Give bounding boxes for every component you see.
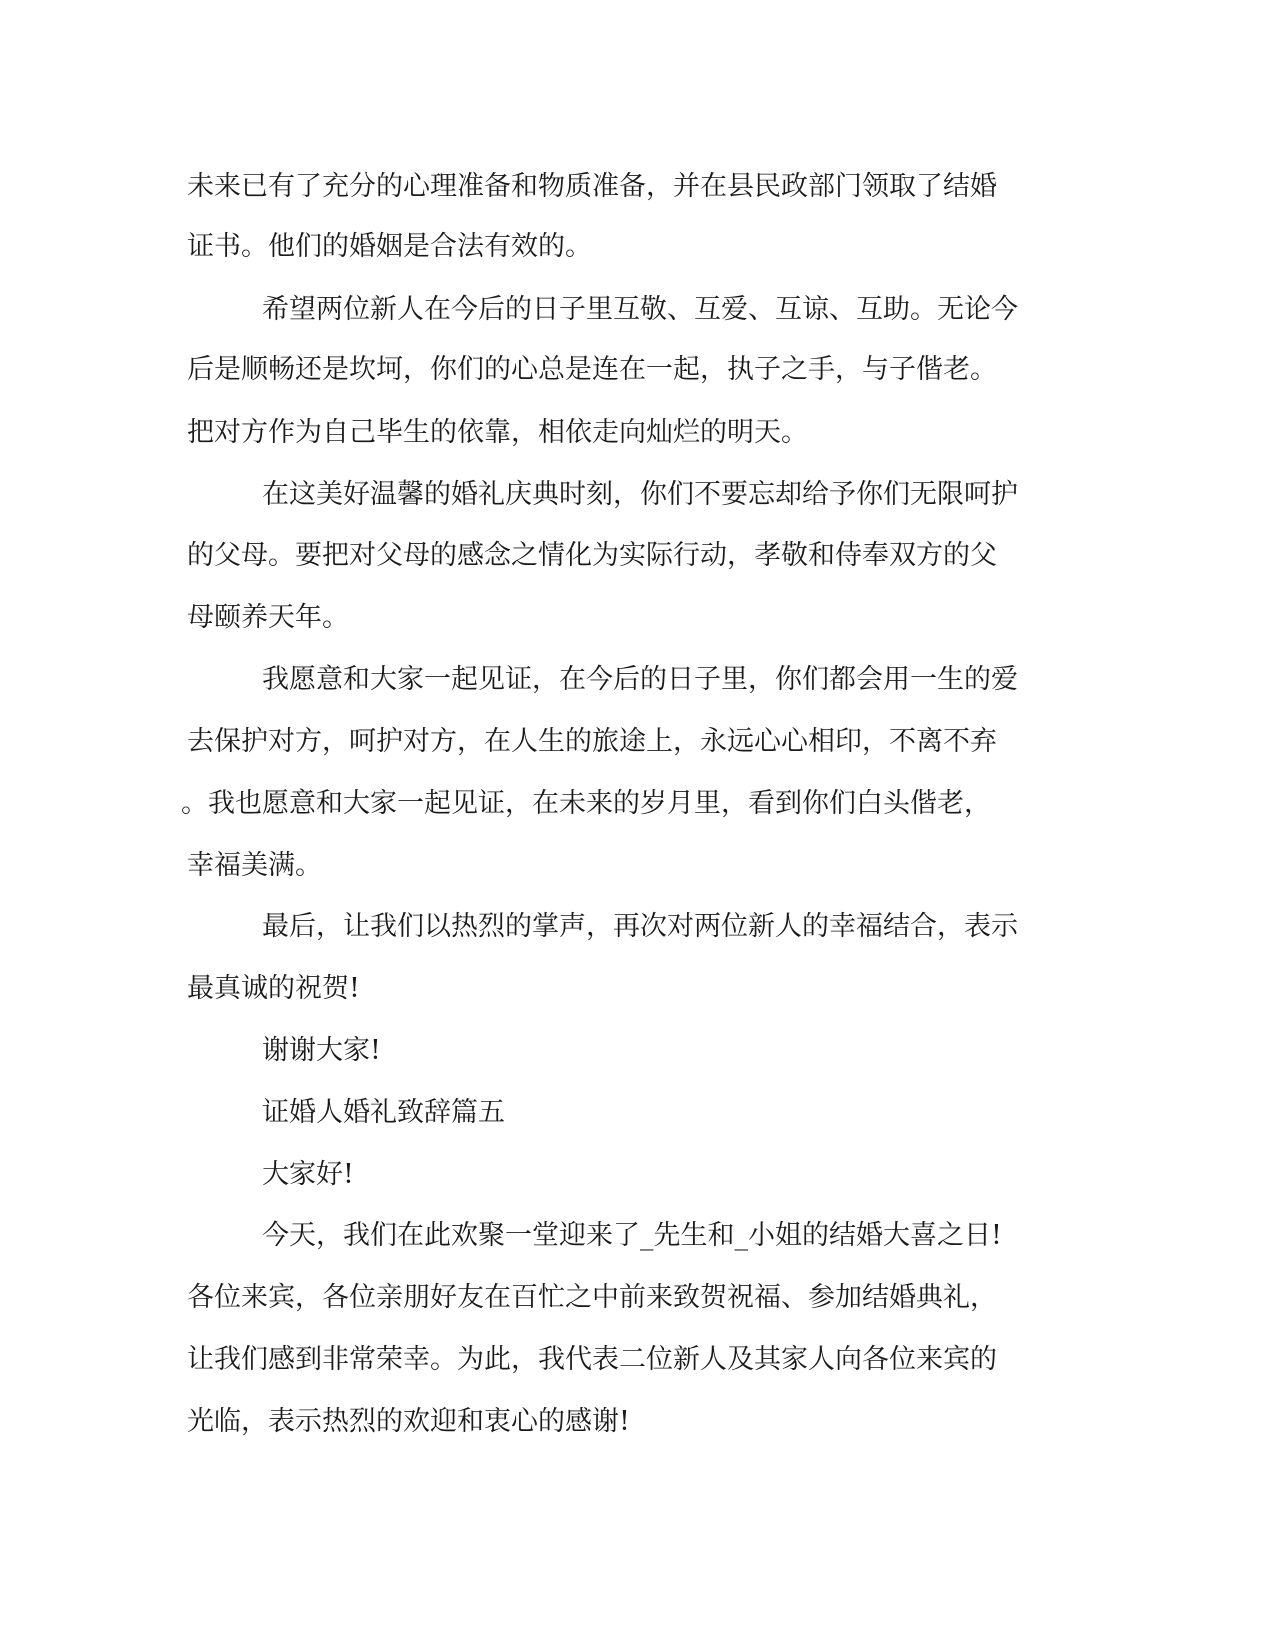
paragraph-line: 未来已有了充分的心理准备和物质准备，并在县民政部门领取了结婚 xyxy=(187,171,997,202)
paragraph-line: 最真诚的祝贺! xyxy=(187,973,360,1004)
paragraph-line: 把对方作为自己毕生的依靠，相依走向灿烂的明天。 xyxy=(187,417,808,448)
paragraph-line: 的父母。要把对父母的感念之情化为实际行动，孝敬和侍奉双方的父 xyxy=(187,540,997,571)
greeting-line: 大家好! xyxy=(262,1159,354,1190)
paragraph-line: 各位来宾，各位亲朋好友在百忙之中前来致贺祝福、参加结婚典礼， xyxy=(187,1282,997,1313)
paragraph-line: 母颐养天年。 xyxy=(187,602,349,633)
paragraph-line: 幸福美满。 xyxy=(187,850,322,881)
paragraph-line: 我愿意和大家一起见证，在今后的日子里，你们都会用一生的爱 xyxy=(262,664,1018,695)
paragraph-line: 。我也愿意和大家一起见证，在未来的岁月里，看到你们白头偕老， xyxy=(181,788,991,819)
paragraph-line: 让我们感到非常荣幸。为此，我代表二位新人及其家人向各位来宾的 xyxy=(187,1344,997,1375)
paragraph-line: 今天，我们在此欢聚一堂迎来了_先生和_小姐的结婚大喜之日! xyxy=(262,1220,1002,1251)
paragraph-line: 最后，让我们以热烈的掌声，再次对两位新人的幸福结合，表示 xyxy=(262,911,1018,942)
paragraph-line: 去保护对方，呵护对方，在人生的旅途上，永远心心相印，不离不弃 xyxy=(187,726,997,757)
paragraph-line: 希望两位新人在今后的日子里互敬、互爱、互谅、互助。无论今 xyxy=(262,294,1018,325)
paragraph-line: 证书。他们的婚姻是合法有效的。 xyxy=(187,231,592,262)
paragraph-line: 在这美好温馨的婚礼庆典时刻，你们不要忘却给予你们无限呵护 xyxy=(262,479,1018,510)
paragraph-line: 后是顺畅还是坎坷，你们的心总是连在一起，执子之手，与子偕老。 xyxy=(187,354,997,385)
section-title: 证婚人婚礼致辞篇五 xyxy=(262,1097,505,1128)
closing-line: 谢谢大家! xyxy=(262,1035,381,1066)
paragraph-line: 光临，表示热烈的欢迎和衷心的感谢! xyxy=(187,1406,630,1437)
